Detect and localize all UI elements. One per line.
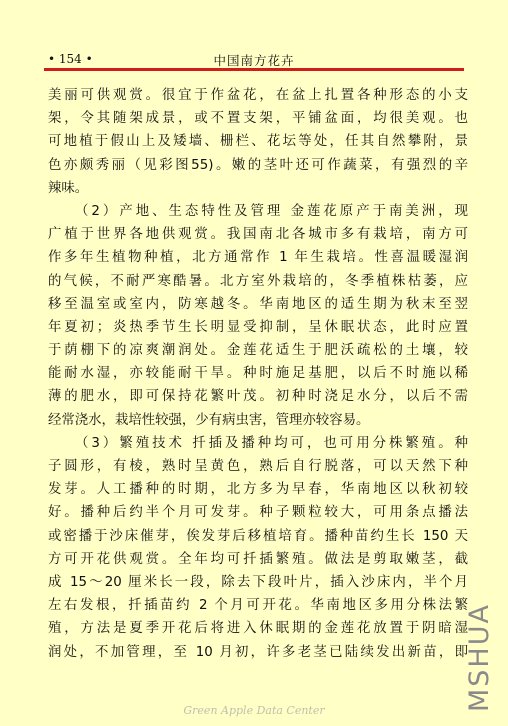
body-text xyxy=(48,84,468,664)
bottom-watermark: Green Apple Data Center xyxy=(183,704,325,717)
text-line: 薄的肥水，即可保持花繁叶茂。初种时浇足水分，以后不需 xyxy=(48,389,468,405)
text-line: 左右发根，扦插苗约 2 个月可开花。华南地区多用分株法繁 xyxy=(48,598,468,614)
text-line: 润处，不加管理，至 10 月初，许多老茎已陆续发出新苗，即 xyxy=(48,644,468,660)
text-line: 可地植于假山上及矮墙、栅栏、花坛等处，任其自然攀附，景 xyxy=(48,134,468,150)
running-title: 中国南方花卉 xyxy=(213,53,295,68)
text-line: 经常浇水，栽培性较强，少有病虫害，管理亦较容易。 xyxy=(48,412,370,428)
text-line: 子圆形，有棱，熟时呈黄色，熟后自行脱落，可以天然下种 xyxy=(48,459,468,474)
section-heading-line: （3）繁殖技术 扦插及播种均可，也可用分株繁殖。种 xyxy=(75,435,468,451)
text-line: 于荫棚下的凉爽潮润处。金莲花适生于肥沃疏松的土壤，较 xyxy=(48,343,468,359)
text-line: 方可开花供观赏。全年均可扦插繁殖。做法是剪取嫩茎，截 xyxy=(48,551,468,567)
section-heading-line: （2）产地、生态特性及管理 金莲花原产于南美洲，现 xyxy=(75,203,468,219)
text-line: 年夏初；炎热季节生长明显受抑制，呈休眠状态，此时应置 xyxy=(48,319,468,335)
side-watermark: MSHUA xyxy=(464,603,495,712)
text-line: 能耐水湿，亦较能耐干旱。种时施足基肥，以后不时施以稀 xyxy=(48,366,468,382)
text-line: 成 15～20 厘米长一段，除去下段叶片，插入沙床内，半个月 xyxy=(48,574,468,590)
header-rule xyxy=(44,68,464,71)
text-line: 或密播于沙床催芽，俟发芽后移植培育。播种苗约生长 150 天 xyxy=(48,528,468,544)
text-line: 殖，方法是夏季开花后将进入休眠期的金莲花放置于阴暗湿 xyxy=(48,621,468,637)
text-line: 辣味。 xyxy=(48,180,89,196)
text-line: 广植于世界各地供观赏。我国南北各城市多有栽培，南方可 xyxy=(48,227,468,243)
text-line: 发芽。人工播种的时期，北方多为早春，华南地区以秋初较 xyxy=(48,482,468,498)
text-line: 作多年生植物种植，北方通常作 1 年生栽培。性喜温暖湿润 xyxy=(48,250,468,266)
text-line: 好。播种后约半个月可发芽。种子颗粒较大，可用条点播法 xyxy=(48,505,468,521)
text-line: 色亦颇秀丽（见彩图55)。嫩的茎叶还可作蔬菜，有强烈的辛 xyxy=(48,157,468,173)
page-number: • 154 • xyxy=(48,52,93,66)
page-header xyxy=(40,50,468,70)
text-line: 移至温室或室内，防寒越冬。华南地区的适生期为秋末至翌 xyxy=(48,296,468,312)
text-line: 美丽可供观赏。很宜于作盆花，在盆上扎置各种形态的小支 xyxy=(48,88,468,103)
text-line: 架，令其随架成景，或不置支架，平铺盆面，均很美观。也 xyxy=(48,111,468,127)
text-line: 的气候，不耐严寒酷暑。北方室外栽培的，冬季植株枯萎，应 xyxy=(48,273,468,289)
